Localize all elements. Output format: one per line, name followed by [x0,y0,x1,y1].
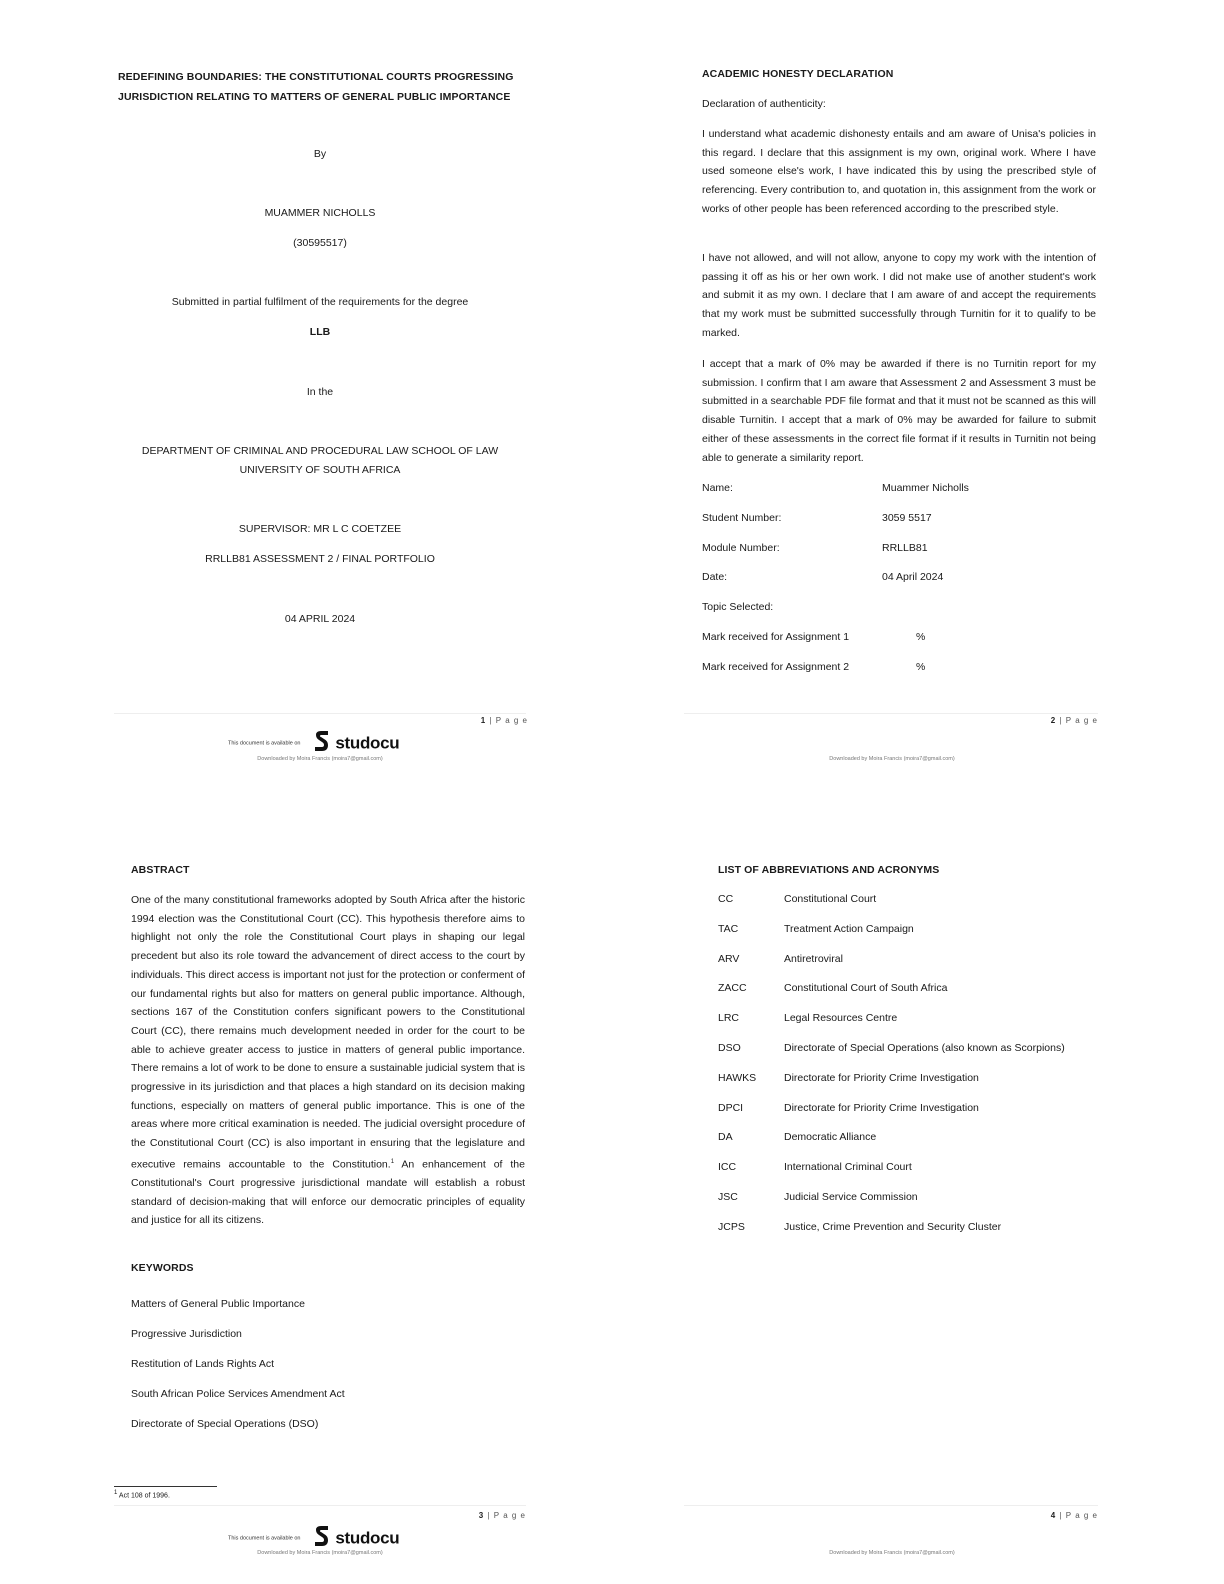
available-on-text: This document is available on [228,1535,301,1542]
studocu-brand: studocu [335,733,400,753]
abbreviation-meaning: Democratic Alliance [784,1131,877,1144]
abbreviation-meaning: International Criminal Court [784,1161,912,1174]
footer-divider [684,713,1098,714]
page-number-value: 1 [480,716,487,725]
page-number-value: 3 [478,1511,485,1520]
declaration-label: Declaration of authenticity: [702,98,826,110]
footnote [114,1490,170,1499]
page-word: P a g e [1065,716,1098,725]
abbreviation-meaning: Justice, Crime Prevention and Security Cluster [784,1220,1002,1233]
abbreviation-meaning: Treatment Action Campaign [784,922,914,935]
keyword-item: Restitution of Lands Rights Act [131,1358,274,1370]
abbreviations-heading: LIST OF ABBREVIATIONS AND ACRONYMS [718,864,940,876]
keyword-item: Matters of General Public Importance [131,1298,305,1310]
degree: LLB [309,326,331,338]
page-4 [612,792,1224,1584]
abstract-paragraph [131,891,525,1230]
field-value: 04 April 2024 [882,571,944,584]
page-number-value: 4 [1050,1511,1057,1520]
abbreviation-row [718,1042,1065,1072]
abstract-text-b: An enhancement of the Constitutional's Court progressive jurisdictional mandate will establish a robust standard of decision-making that will enforce our democratic principles of equality and justice for all its citizens. [131,1158,525,1227]
author-name: MUAMMER NICHOLLS [264,207,376,219]
abstract-heading: ABSTRACT [131,864,190,876]
abbreviation-row [718,923,1065,953]
field-module-number [702,542,969,572]
declaration-heading: ACADEMIC HONESTY DECLARATION [702,68,894,80]
downloaded-by: Downloaded by Moira Francis (moira7@gmail.com) [257,756,383,762]
keywords-list [131,1289,345,1439]
abbreviation: DA [718,1131,733,1144]
footnote-reference[interactable]: 1 [390,1158,395,1165]
mark-assignment-1 [702,631,925,661]
abbreviation-meaning: Antiretroviral [784,952,843,965]
title [118,68,538,107]
field-label: Topic Selected: [702,601,774,614]
field-date [702,571,969,601]
title-line-2: JURISDICTION RELATING TO MATTERS OF GENERAL PUBLIC IMPORTANCE [118,90,511,103]
field-value [882,601,969,631]
title-line-1: REDEFINING BOUNDARIES: THE CONSTITUTIONAL COURTS PROGRESSING [118,71,514,83]
downloaded-by: Downloaded by Moira Francis (moira7@gmail.com) [829,756,955,762]
department-line-1: DEPARTMENT OF CRIMINAL AND PROCEDURAL LAW SCHOOL OF LAW [141,445,499,457]
page-number: 3 | P a g e [478,1511,526,1520]
studocu-brand: studocu [335,1528,400,1548]
abbreviation: ARV [718,952,740,965]
page-word: P a g e [493,1511,526,1520]
studocu-banner[interactable] [228,1525,428,1551]
footer-divider [114,1505,526,1506]
abbreviation: TAC [718,922,739,935]
supervisor: SUPERVISOR: MR L C COETZEE [238,523,402,535]
abbreviation-row [718,1102,1065,1132]
assessment: RRLLB81 ASSESSMENT 2 / FINAL PORTFOLIO [205,553,435,565]
available-on-text: This document is available on [228,740,301,747]
field-label: Module Number: [702,541,780,554]
abstract-text-a: One of the many constitutional frameworks adopted by South Africa after the historic 1994 election was the Constitutional Court (CC). This hypothesis therefore aims to highlight not only the role the Constitutional Court plays in shaping our legal precedent but also its role toward the advancement of direct access to the court by individuals. This direct access is important not just for the protection or conferment of our fundamental rights but also for matters on general public importance. Although, sections 167 of the Constitution confers significant powers to the Constitutional Court (CC), there remains much development needed in order for the court to be able to achieve greater access to justice in matters of general public importance. There remains a lot of work to be done to ensure a sustainable judicial system that is progressive in its jurisdiction and that places a high standard on its decision making functions, especially on matters of general public importance. This is one of the areas where more critical examination is needed. The judicial oversight procedure of the Constitutional Court (CC) is also important in ensuring that the legislature and executive remains accountable to the Constitution. [131,894,525,1171]
abbreviation: DPCI [718,1101,744,1114]
abbreviation-meaning: Constitutional Court of South Africa [784,982,948,995]
marks-table [702,631,925,691]
abbreviation-row [718,1191,1065,1221]
abbreviation: JCPS [718,1220,745,1233]
footnote-text: Act 108 of 1996. [117,1492,170,1500]
declaration-paragraph-3: I accept that a mark of 0% may be awarded if there is no Turnitin report for my submission. I confirm that I am aware that Assessment 2 and Assessment 3 must be submitted in a searchable PDF file format and that it must not be scanned as this will disable Turnitin. I accept that a mark of 0% may be awarded for failure to submit either of these assessments in the correct file format if it results in Turnitin not being able to generate a similarity report. [702,358,1096,464]
field-label: Name: [702,482,733,494]
page-1 [0,0,612,792]
department-line-2: UNIVERSITY OF SOUTH AFRICA [239,464,401,476]
downloaded-by: Downloaded by Moira Francis (moira7@gmail.com) [829,1550,955,1556]
student-number: (30595517) [293,237,347,249]
keywords-heading: KEYWORDS [131,1262,194,1274]
footnote-number: 1 [114,1490,118,1496]
abbreviation-row [718,982,1065,1012]
field-label: Date: [702,571,728,584]
abbreviation-meaning: Judicial Service Commission [784,1190,918,1203]
abbreviations-table [718,893,1065,1251]
declaration-fields [702,482,969,631]
by-label: By [313,148,327,160]
studocu-banner[interactable] [228,730,428,756]
keyword-item: Directorate of Special Operations (DSO) [131,1418,319,1430]
submitted-text: Submitted in partial fulfilment of the requirements for the degree [171,296,469,308]
footer-divider [684,1505,1098,1506]
keyword-item: South African Police Services Amendment Act [131,1388,345,1400]
field-value: 3059 5517 [882,511,932,524]
in-the-label: In the [306,386,334,398]
page-number: 2 | P a g e [1050,716,1098,725]
abbreviation-meaning: Legal Resources Centre [784,1012,898,1025]
abbreviation: ZACC [718,982,747,995]
abbreviation-row [718,1072,1065,1102]
declaration-paragraph-1: I understand what academic dishonesty entails and am aware of Unisa's policies in this regard. I declare that this assignment is my own, original work. Where I have used someone else's work, I have indicated this by using the prescribed style of referencing. Every contribution to, and quotation in, this assignment from the work or works of other people has been referenced according to the prescribed style. [702,128,1096,215]
declaration-paragraph-2: I have not allowed, and will not allow, anyone to copy my work with the intention of passing it off as his or her own work. I did not make use of another student's work and submit it as my own. I declare that I am aware of and accept the requirements that my work must be submitted successfully through Turnitin for it to qualify to be marked. [702,252,1096,339]
page-number: 1 | P a g e [480,716,528,725]
field-value: Muammer Nicholls [882,482,969,494]
abbreviation-meaning: Directorate of Special Operations (also known as Scorpions) [784,1041,1065,1054]
department [118,442,522,480]
abbreviation: LRC [718,1012,740,1025]
page-number: 4 | P a g e [1050,1511,1098,1520]
submission-date: 04 APRIL 2024 [284,613,356,625]
studocu-logo-icon [313,1525,331,1552]
keyword-item: Progressive Jurisdiction [131,1328,242,1340]
field-topic [702,601,969,631]
field-student-number [702,512,969,542]
abbreviation: CC [718,893,734,905]
abbreviation-meaning: Directorate for Priority Crime Investigation [784,1071,979,1084]
mark-label: Mark received for Assignment 1 [702,631,850,643]
page-2 [612,0,1224,792]
field-name [702,482,969,512]
abbreviation-row [718,1131,1065,1161]
abbreviation-meaning: Directorate for Priority Crime Investigation [784,1101,979,1114]
footer-divider [114,713,526,714]
field-value: RRLLB81 [882,541,928,554]
abbreviation: DSO [718,1041,741,1054]
page-number-value: 2 [1050,716,1057,725]
studocu-logo-icon [313,730,331,757]
abbreviation-row [718,1161,1065,1191]
abbreviation-meaning: Constitutional Court [784,893,877,905]
page-word: P a g e [1065,1511,1098,1520]
mark-assignment-2 [702,661,925,691]
abbreviation-row [718,953,1065,983]
downloaded-by: Downloaded by Moira Francis (moira7@gmail.com) [257,1550,383,1556]
mark-value: % [916,631,926,643]
abbreviation: ICC [718,1161,737,1174]
abbreviation-row [718,893,1065,923]
footnote-divider [114,1486,217,1487]
mark-label: Mark received for Assignment 2 [702,660,850,673]
page-word: P a g e [495,716,528,725]
abbreviation: JSC [718,1190,738,1203]
abbreviation: HAWKS [718,1071,757,1084]
mark-value: % [916,660,926,673]
abbreviation-row [718,1221,1065,1251]
field-label: Student Number: [702,511,782,524]
page-3 [0,792,612,1584]
abbreviation-row [718,1012,1065,1042]
